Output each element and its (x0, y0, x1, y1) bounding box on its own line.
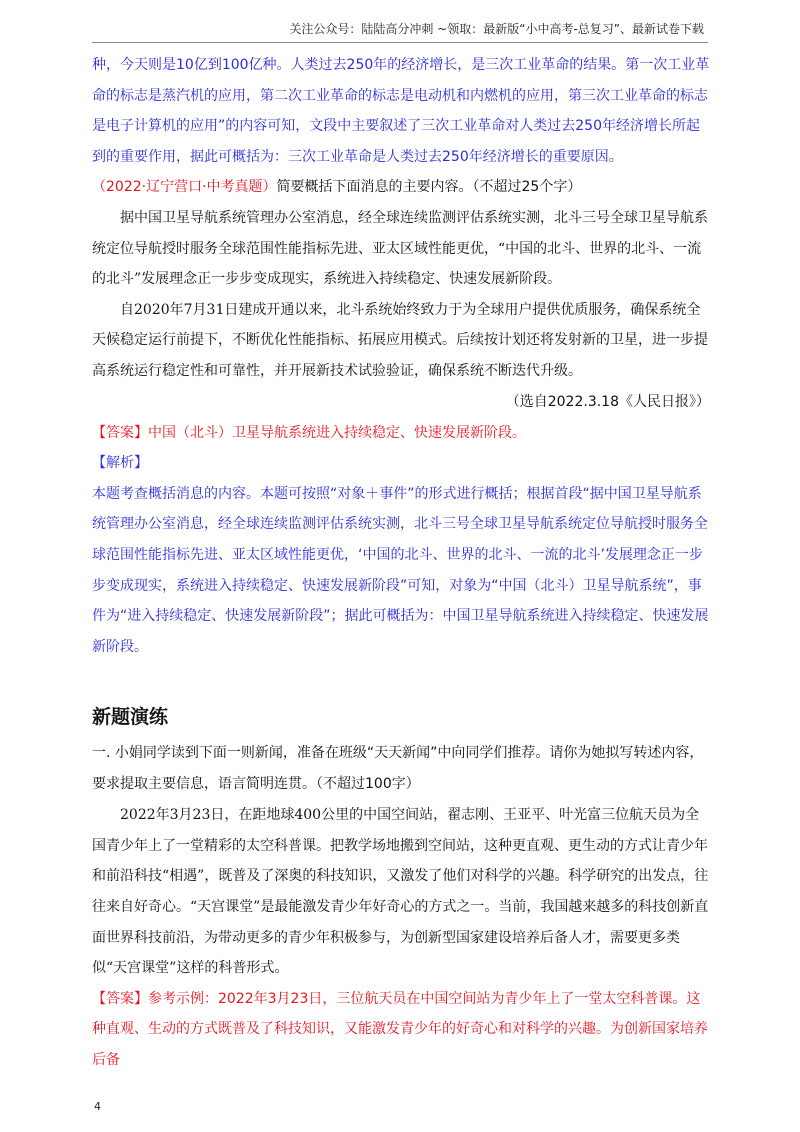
section-title: 新题演练 (92, 706, 169, 729)
news-passage-paragraph-2: 自2020年7月31日建成开通以来，北斗系统始终致力于为全球用户提供优质服务，确保系统全天候稳定运行前提下，不断优化性能指标、拓展应用模式。后续按计划还将发射新的卫星，进一步提高系统运行稳定性和可靠性，并开展新技术试验验证，确保系统不断迭代升级。 (92, 301, 708, 379)
answer-label: 【答案】 (92, 424, 148, 441)
passage-citation: （选自2022.3.18《人民日报》） (505, 393, 710, 410)
analysis-text: 本题考查概括消息的内容。本题可按照“对象＋事件”的形式进行概括；根据首段“据中国卫星导航系统管理办公室消息，经全球连续监测评估系统实测，北斗三号全球卫星导航系统定位导航授时服务全球范围性能指标先进、亚太区域性能更优，‘中国的北斗、世界的北斗、一流的北斗’发展理念正一步步变成现实，系统进入持续稳定、快速发展新阶段”可知，对象为“中国（北斗）卫星导航系统”，事件为“进入持续稳定、快速发展新阶段”；据此可概括为：中国卫星导航系统进入持续稳定、快速发展新阶段。 (92, 485, 709, 655)
practice-question-prompt: 一. 小娟同学读到下面一则新闻，准备在班级“天天新闻”中向同学们推荐。请你为她拟写转述内容，要求提取主要信息，语言简明连贯。（不超过100字） (92, 745, 704, 793)
page-content (92, 50, 710, 1076)
practice-answer-text: 参考示例：2022年3月23日，三位航天员在中国空间站为青少年上了一堂太空科普课。这种直观、生动的方式既普及了科技知识，又能激发青少年的好奇心和对科学的兴趣。为创新国家培养后备 (92, 990, 708, 1069)
news-passage-paragraph-1: 据中国卫星导航系统管理办公室消息，经全球连续监测评估系统实测，北斗三号全球卫星导航系统定位导航授时服务全球范围性能指标先进、亚太区域性能更优，“中国的北斗、世界的北斗、一流的北斗”发展理念正一步步变成现实，系统进入持续稳定、快速发展新阶段。 (92, 209, 708, 288)
page-header: 关注公众号：陆陆高分冲刺 ~领取：最新版“小中高考-总复习”、最新试卷下载 (289, 22, 704, 36)
continued-analysis: 种，今天则是10亿到100亿种。人类过去250年的经济增长，是三次工业革命的结果。第一次工业革命的标志是蒸汽机的应用，第二次工业革命的标志是电动机和内燃机的应用，第三次工业革命的标志是电子计算机的应用”的内容可知，文段中主要叙述了三次工业革命对人类过去250年经济增长所起到的重要作用，据此可概括为：三次工业革命是人类过去250年经济增长的重要原因。 (92, 57, 710, 165)
question-2-stem (92, 172, 710, 203)
page-number: 4 (94, 1100, 101, 1113)
practice-answer-label: 【答案】 (92, 990, 148, 1007)
question-prompt: 简要概括下面消息的主要内容。（不超过25个字） (276, 179, 582, 196)
analysis-label: 【解析】 (92, 455, 148, 472)
answer-line (92, 418, 710, 449)
practice-news-passage: 2022年3月23日，在距地球400公里的中国空间站，翟志刚、王亚平、叶光富三位航天员为全国青少年上了一堂精彩的太空科普课。把教学场地搬到空间站，这种更直观、更生动的方式让青少年和前沿科技“相遇”，既普及了深奥的科技知识，又激发了他们对科学的兴趣。科学研究的出发点，往往来自好奇心。“天宫课堂”是最能激发青少年好奇心的方式之一。当前，我国越来越多的科技创新直面世界科技前沿，为带动更多的青少年积极参与，为创新型国家建设培养后备人才，需要更多类似“天宫课堂”这样的科普形式。 (92, 807, 709, 977)
question-source-tag: （2022·辽宁营口·中考真题） (92, 179, 277, 196)
practice-answer (92, 984, 710, 1076)
answer-text: 中国（北斗）卫星导航系统进入持续稳定、快速发展新阶段。 (148, 424, 526, 441)
header-divider (92, 42, 708, 43)
